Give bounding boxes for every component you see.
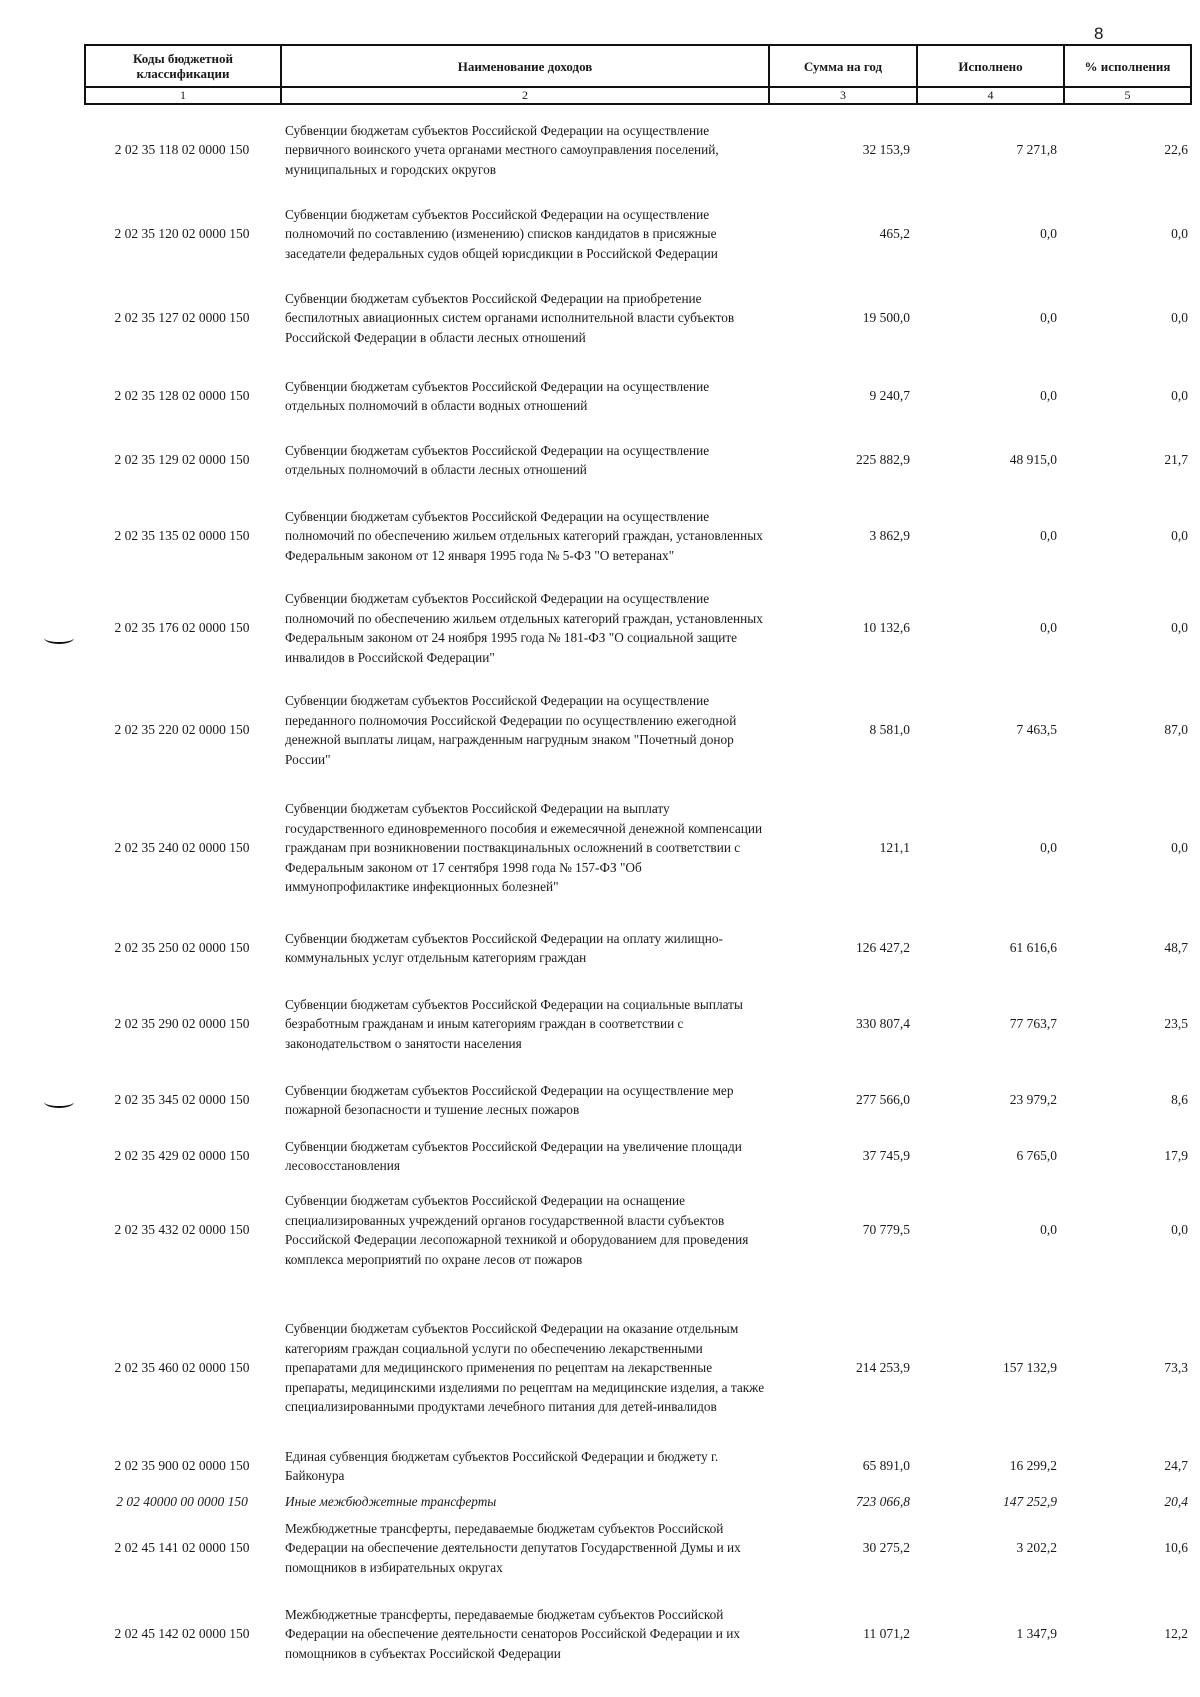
- row-amount: 121,1: [879, 840, 910, 855]
- row-amount: 19 500,0: [862, 310, 910, 325]
- row-done: 157 132,9: [1003, 1360, 1057, 1375]
- table-row: [84, 926, 1190, 970]
- row-done: 77 763,7: [1009, 1016, 1057, 1031]
- row-name: Иные межбюджетные трансферты: [285, 1494, 497, 1510]
- row-name: Субвенции бюджетам субъектов Российской Федерации на оплату жилищно-коммунальных услуг отдельным категориям граждан: [285, 930, 723, 965]
- table-row: [84, 1516, 1190, 1580]
- row-pct: 0,0: [1171, 226, 1188, 241]
- row-code: 2 02 35 250 02 0000 150: [114, 940, 250, 955]
- row-done: 0,0: [1040, 528, 1057, 543]
- table-row: [84, 992, 1190, 1056]
- row-pct: 23,5: [1164, 1016, 1188, 1031]
- table-row: [84, 1180, 1190, 1280]
- row-name: Субвенции бюджетам субъектов Российской Федерации на увеличение площади лесовосстановления: [285, 1138, 742, 1173]
- header-col-codes: Коды бюджетной классификации: [85, 45, 281, 87]
- row-pct: 17,9: [1164, 1148, 1188, 1163]
- row-amount: 10 132,6: [862, 620, 910, 635]
- row-code: 2 02 35 900 02 0000 150: [114, 1458, 250, 1473]
- row-done: 3 202,2: [1016, 1540, 1057, 1555]
- row-pct: 24,7: [1164, 1458, 1188, 1473]
- row-done: 0,0: [1040, 310, 1057, 325]
- row-amount: 30 275,2: [862, 1540, 910, 1555]
- row-name: Субвенции бюджетам субъектов Российской Федерации на социальные выплаты безработным гражданам и иным категориям граждан в соответствии с законодательством о занятости населения: [285, 996, 743, 1051]
- row-code: 2 02 35 128 02 0000 150: [114, 388, 250, 403]
- row-pct: 22,6: [1164, 142, 1188, 157]
- row-done: 147 252,9: [1003, 1494, 1057, 1509]
- row-amount: 126 427,2: [856, 940, 910, 955]
- row-code: 2 02 35 345 02 0000 150: [114, 1092, 250, 1107]
- row-pct: 20,4: [1164, 1494, 1188, 1509]
- header-col-name: Наименование доходов: [281, 45, 769, 87]
- row-name: Субвенции бюджетам субъектов Российской Федерации на осуществление первичного воинского учета органами местного самоуправления поселений, муниципальных и городских округов: [285, 122, 719, 177]
- margin-tick-mark: [44, 1096, 74, 1108]
- row-done: 0,0: [1040, 388, 1057, 403]
- row-code: 2 02 35 460 02 0000 150: [114, 1360, 250, 1375]
- margin-tick-mark: [44, 632, 74, 644]
- row-amount: 11 071,2: [863, 1626, 910, 1641]
- page-number: 8: [1094, 24, 1104, 43]
- header-col-done: Исполнено: [917, 45, 1064, 87]
- header-col-pct: % исполнения: [1064, 45, 1191, 87]
- row-code: 2 02 45 142 02 0000 150: [114, 1626, 250, 1641]
- row-pct: 21,7: [1164, 452, 1188, 467]
- row-amount: 330 807,4: [856, 1016, 910, 1031]
- table-row: [84, 438, 1190, 482]
- row-pct: 0,0: [1171, 1222, 1188, 1237]
- row-code: 2 02 35 127 02 0000 150: [114, 310, 250, 325]
- row-amount: 225 882,9: [856, 452, 910, 467]
- header-num-3: 3: [769, 87, 917, 104]
- row-done: 0,0: [1040, 226, 1057, 241]
- header-num-4: 4: [917, 87, 1064, 104]
- row-amount: 214 253,9: [856, 1360, 910, 1375]
- row-pct: 12,2: [1164, 1626, 1188, 1641]
- row-code: 2 02 35 120 02 0000 150: [114, 226, 250, 241]
- header-num-1: 1: [85, 87, 281, 104]
- row-amount: 277 566,0: [856, 1092, 910, 1107]
- row-done: 23 979,2: [1009, 1092, 1057, 1107]
- row-code: 2 02 35 240 02 0000 150: [114, 840, 250, 855]
- row-done: 7 271,8: [1016, 142, 1057, 157]
- row-amount: 37 745,9: [862, 1148, 910, 1163]
- row-name: Субвенции бюджетам субъектов Российской Федерации на осуществление полномочий по обеспечению жильем отдельных категорий граждан, установленных Федеральным законом от 24 ноября 1995 года № 181-ФЗ "О социальной защите инвалидов в Российской Федерации": [285, 591, 763, 665]
- row-code: 2 02 35 176 02 0000 150: [114, 620, 250, 635]
- table-row-subtotal: [84, 1490, 1190, 1514]
- row-pct: 10,6: [1164, 1540, 1188, 1555]
- table-row: [84, 194, 1190, 274]
- row-pct: 0,0: [1171, 310, 1188, 325]
- row-done: 0,0: [1040, 840, 1057, 855]
- table-row: [84, 788, 1190, 908]
- header-num-5: 5: [1064, 87, 1191, 104]
- row-done: 6 765,0: [1016, 1148, 1057, 1163]
- row-name: Субвенции бюджетам субъектов Российской Федерации на осуществление отдельных полномочий в области лесных отношений: [285, 442, 710, 477]
- row-code: 2 02 35 135 02 0000 150: [114, 528, 250, 543]
- row-done: 48 915,0: [1009, 452, 1057, 467]
- row-name: Субвенции бюджетам субъектов Российской Федерации на выплату государственного единовременного пособия и ежемесячной денежной компенсации гражданам при возникновении поствакцинальных осложнений в соответствии с Федеральным законом от 17 сентября 1998 года № 157-ФЗ "Об иммунопрофилактике инфекционных болезней": [285, 801, 763, 895]
- header-num-2: 2: [281, 87, 769, 104]
- table-row: [84, 118, 1190, 182]
- row-code: 2 02 35 118 02 0000 150: [114, 142, 250, 157]
- row-done: 16 299,2: [1009, 1458, 1057, 1473]
- table-row: [84, 1134, 1190, 1178]
- row-amount: 8 581,0: [869, 722, 910, 737]
- row-pct: 87,0: [1164, 722, 1188, 737]
- row-amount: 65 891,0: [862, 1458, 910, 1473]
- row-pct: 0,0: [1171, 388, 1188, 403]
- row-name: Субвенции бюджетам субъектов Российской Федерации на осуществление переданного полномочия Российской Федерации по осуществлению ежегодной денежной выплаты лицам, награжденным нагрудным знаком "Почетный донор России": [285, 693, 737, 767]
- row-code: 2 02 35 429 02 0000 150: [114, 1148, 250, 1163]
- row-pct: 73,3: [1164, 1360, 1188, 1375]
- row-amount: 723 066,8: [856, 1494, 910, 1509]
- table-header: [84, 44, 1192, 105]
- row-pct: 0,0: [1171, 620, 1188, 635]
- row-amount: 9 240,7: [869, 388, 910, 403]
- row-code: 2 02 45 141 02 0000 150: [114, 1540, 250, 1555]
- row-name: Межбюджетные трансферты, передаваемые бюджетам субъектов Российской Федерации на обеспечение деятельности депутатов Государственной Думы и их помощников в избирательных округах: [285, 1520, 741, 1575]
- row-done: 0,0: [1040, 1222, 1057, 1237]
- row-name: Субвенции бюджетам субъектов Российской Федерации на осуществление мер пожарной безопасности и тушение лесных пожаров: [285, 1082, 734, 1117]
- row-name: Субвенции бюджетам субъектов Российской Федерации на приобретение беспилотных авиационных систем органами исполнительной власти субъектов Российской Федерации в области лесных отношений: [285, 290, 735, 345]
- table-row: [84, 1068, 1190, 1132]
- table-row: [84, 690, 1190, 770]
- table-row: [84, 578, 1190, 678]
- row-name: Единая субвенция бюджетам субъектов Российской Федерации и бюджету г. Байконура: [285, 1448, 719, 1483]
- row-name: Субвенции бюджетам субъектов Российской Федерации на осуществление полномочий по составлению (изменению) списков кандидатов в присяжные заседатели федеральных судов общей юрисдикции в Российской Федерации: [285, 206, 718, 261]
- table-row: [84, 374, 1190, 418]
- table-row: [84, 496, 1190, 576]
- row-name: Межбюджетные трансферты, передаваемые бюджетам субъектов Российской Федерации на обеспечение деятельности сенаторов Российской Федерации и их помощников в субъектах Российской Федерации: [285, 1606, 741, 1661]
- row-done: 7 463,5: [1016, 722, 1057, 737]
- header-col-amount: Сумма на год: [769, 45, 917, 87]
- row-done: 61 616,6: [1009, 940, 1057, 955]
- row-amount: 32 153,9: [862, 142, 910, 157]
- row-amount: 3 862,9: [869, 528, 910, 543]
- table-row: [84, 1592, 1190, 1676]
- row-name: Субвенции бюджетам субъектов Российской Федерации на осуществление отдельных полномочий в области водных отношений: [285, 378, 710, 413]
- row-name: Субвенции бюджетам субъектов Российской Федерации на оснащение специализированных учреждений органов государственной власти субъектов Российской Федерации лесопожарной техникой и оборудованием для проведения комплекса мероприятий по охране лесов от пожаров: [285, 1193, 749, 1267]
- row-pct: 8,6: [1171, 1092, 1188, 1107]
- row-code: 2 02 35 129 02 0000 150: [114, 452, 250, 467]
- row-pct: 0,0: [1171, 528, 1188, 543]
- table-row: [84, 1444, 1190, 1488]
- row-name: Субвенции бюджетам субъектов Российской Федерации на оказание отдельным категориям граждан социальной услуги по обеспечению лекарственными препаратами для медицинского применения по рецептам на лекарственные препараты, медицинскими изделиями по рецептам на медицинские изделия, а также специализированными продуктами лечебного питания для детей-инвалидов: [285, 1321, 765, 1415]
- row-done: 0,0: [1040, 620, 1057, 635]
- row-code: 2 02 35 220 02 0000 150: [114, 722, 250, 737]
- row-pct: 48,7: [1164, 940, 1188, 955]
- row-pct: 0,0: [1171, 840, 1188, 855]
- row-done: 1 347,9: [1016, 1626, 1057, 1641]
- row-amount: 465,2: [879, 226, 910, 241]
- row-code: 2 02 35 290 02 0000 150: [114, 1016, 250, 1031]
- table-row: [84, 1298, 1190, 1438]
- row-amount: 70 779,5: [862, 1222, 910, 1237]
- table-row: [84, 278, 1190, 358]
- row-code: 2 02 40000 00 0000 150: [116, 1494, 248, 1509]
- row-code: 2 02 35 432 02 0000 150: [114, 1222, 250, 1237]
- row-name: Субвенции бюджетам субъектов Российской Федерации на осуществление полномочий по обеспечению жильем отдельных категорий граждан, установленных Федеральным законом от 12 января 1995 года № 5-ФЗ "О ветеранах": [285, 508, 763, 563]
